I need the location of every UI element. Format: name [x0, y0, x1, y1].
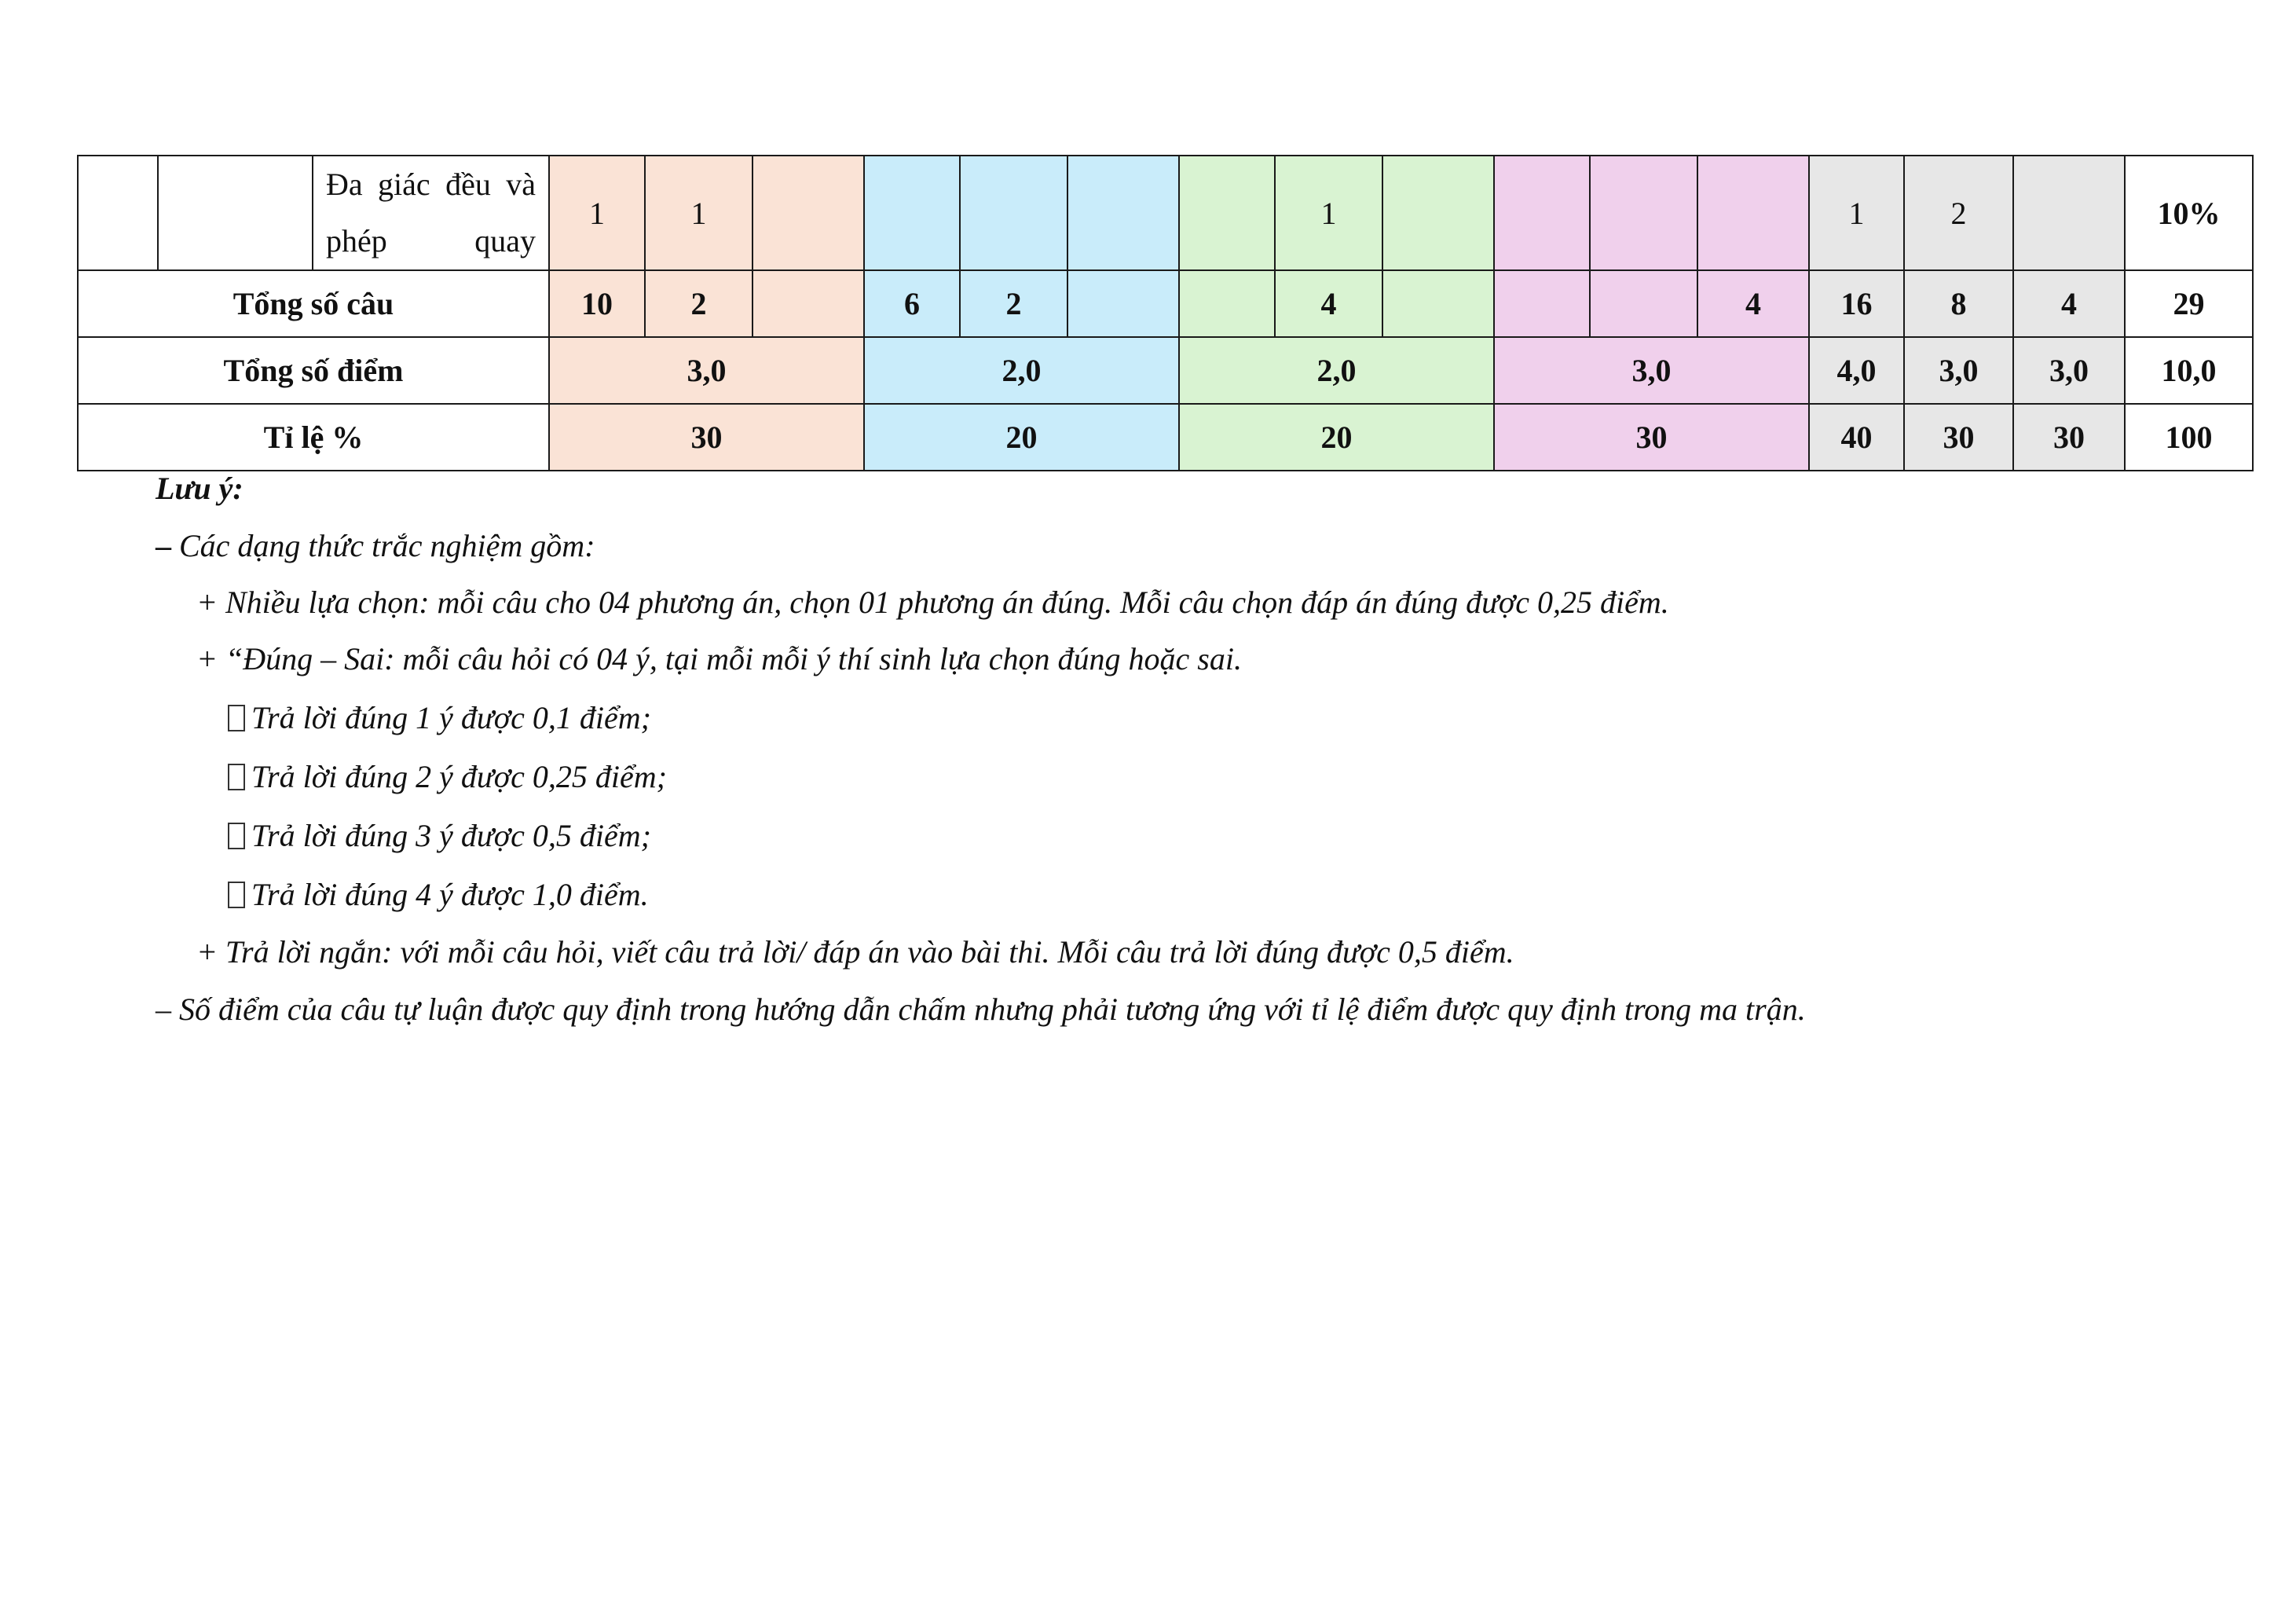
note-subitem [228, 699, 651, 736]
note-text: Trả lời đúng 4 ý được 1,0 điểm. [251, 877, 649, 912]
cell [960, 156, 1067, 270]
row-label: Tổng số điểm [78, 337, 549, 404]
cell: 30 [2013, 404, 2125, 471]
cell: 2 [645, 270, 753, 337]
cell [1179, 270, 1275, 337]
bullet-box-icon [228, 764, 245, 790]
cell: 3,0 [2013, 337, 2125, 404]
cell: 100 [2125, 404, 2253, 471]
cell [864, 156, 960, 270]
cell [1179, 156, 1275, 270]
cell: 29 [2125, 270, 2253, 337]
note-item-multiple-choice: + Nhiều lựa chọn: mỗi câu cho 04 phương án, chọn 01 phương án đúng. Mỗi câu chọn đáp án đúng được 0,25 điểm. [196, 585, 1669, 620]
note-dash-1 [156, 527, 595, 564]
cell-percent: 10% [2125, 156, 2253, 270]
cell: 10 [549, 270, 645, 337]
table-row-total-questions [78, 270, 2253, 337]
note-dash-2: – Số điểm của câu tự luận được quy định trong hướng dẫn chấm nhưng phải tương ứng với tỉ lệ điểm được quy định trong ma trận. [156, 992, 1806, 1027]
cell: 2 [1904, 156, 2013, 270]
note-item-true-false: + “Đúng – Sai: mỗi câu hỏi có 04 ý, tại mỗi mỗi ý thí sinh lựa chọn đúng hoặc sai. [196, 641, 1242, 676]
cell [1697, 156, 1809, 270]
cell: 40 [1809, 404, 1904, 471]
cell: 16 [1809, 270, 1904, 337]
group-cell: 3,0 [549, 337, 864, 404]
bullet-box-icon [228, 823, 245, 849]
bullet-box-icon [228, 705, 245, 731]
cell [1067, 270, 1179, 337]
cell: 4 [1697, 270, 1809, 337]
cell: 30 [1904, 404, 2013, 471]
cell [1382, 156, 1494, 270]
cell [1590, 270, 1697, 337]
group-cell: 20 [1179, 404, 1494, 471]
cell: 4,0 [1809, 337, 1904, 404]
note-text: Các dạng thức trắc nghiệm gồm: [179, 528, 595, 563]
group-cell: 30 [549, 404, 864, 471]
note-subitem [228, 817, 651, 854]
note-text: Trả lời đúng 1 ý được 0,1 điểm; [251, 700, 651, 735]
note-subitem [228, 758, 667, 795]
notes-heading: Lưu ý: [156, 471, 244, 506]
cell [2013, 156, 2125, 270]
cell: 3,0 [1904, 337, 2013, 404]
cell: 8 [1904, 270, 2013, 337]
cell: 4 [2013, 270, 2125, 337]
cell [1067, 156, 1179, 270]
cell: 2 [960, 270, 1067, 337]
table-row-topic [78, 156, 2253, 270]
cell: 6 [864, 270, 960, 337]
empty-cell [78, 156, 158, 270]
note-item-short-answer: + Trả lời ngắn: với mỗi câu hỏi, viết câu trả lời/ đáp án vào bài thi. Mỗi câu trả lời đúng được 0,5 điểm. [196, 934, 1514, 970]
dash-mark: – [156, 528, 171, 563]
cell: 1 [1275, 156, 1382, 270]
cell: 10,0 [2125, 337, 2253, 404]
matrix-table [77, 155, 2254, 471]
cell [753, 156, 864, 270]
cell: 1 [645, 156, 753, 270]
cell [753, 270, 864, 337]
row-label: Tổng số câu [78, 270, 549, 337]
bullet-box-icon [228, 882, 245, 908]
empty-cell [158, 156, 313, 270]
cell: 1 [549, 156, 645, 270]
note-text: Trả lời đúng 2 ý được 0,25 điểm; [251, 759, 667, 794]
group-cell: 20 [864, 404, 1179, 471]
cell: 1 [1809, 156, 1904, 270]
cell [1494, 156, 1590, 270]
cell [1590, 156, 1697, 270]
group-cell: 30 [1494, 404, 1809, 471]
group-cell: 2,0 [864, 337, 1179, 404]
cell [1382, 270, 1494, 337]
topic-cell: Đa giác đều và phép quay [313, 156, 549, 270]
group-cell: 2,0 [1179, 337, 1494, 404]
note-subitem [228, 876, 649, 913]
table-row-percent [78, 404, 2253, 471]
note-text: Trả lời đúng 3 ý được 0,5 điểm; [251, 818, 651, 853]
cell: 4 [1275, 270, 1382, 337]
group-cell: 3,0 [1494, 337, 1809, 404]
row-label: Tỉ lệ % [78, 404, 549, 471]
cell [1494, 270, 1590, 337]
table-row-total-points [78, 337, 2253, 404]
